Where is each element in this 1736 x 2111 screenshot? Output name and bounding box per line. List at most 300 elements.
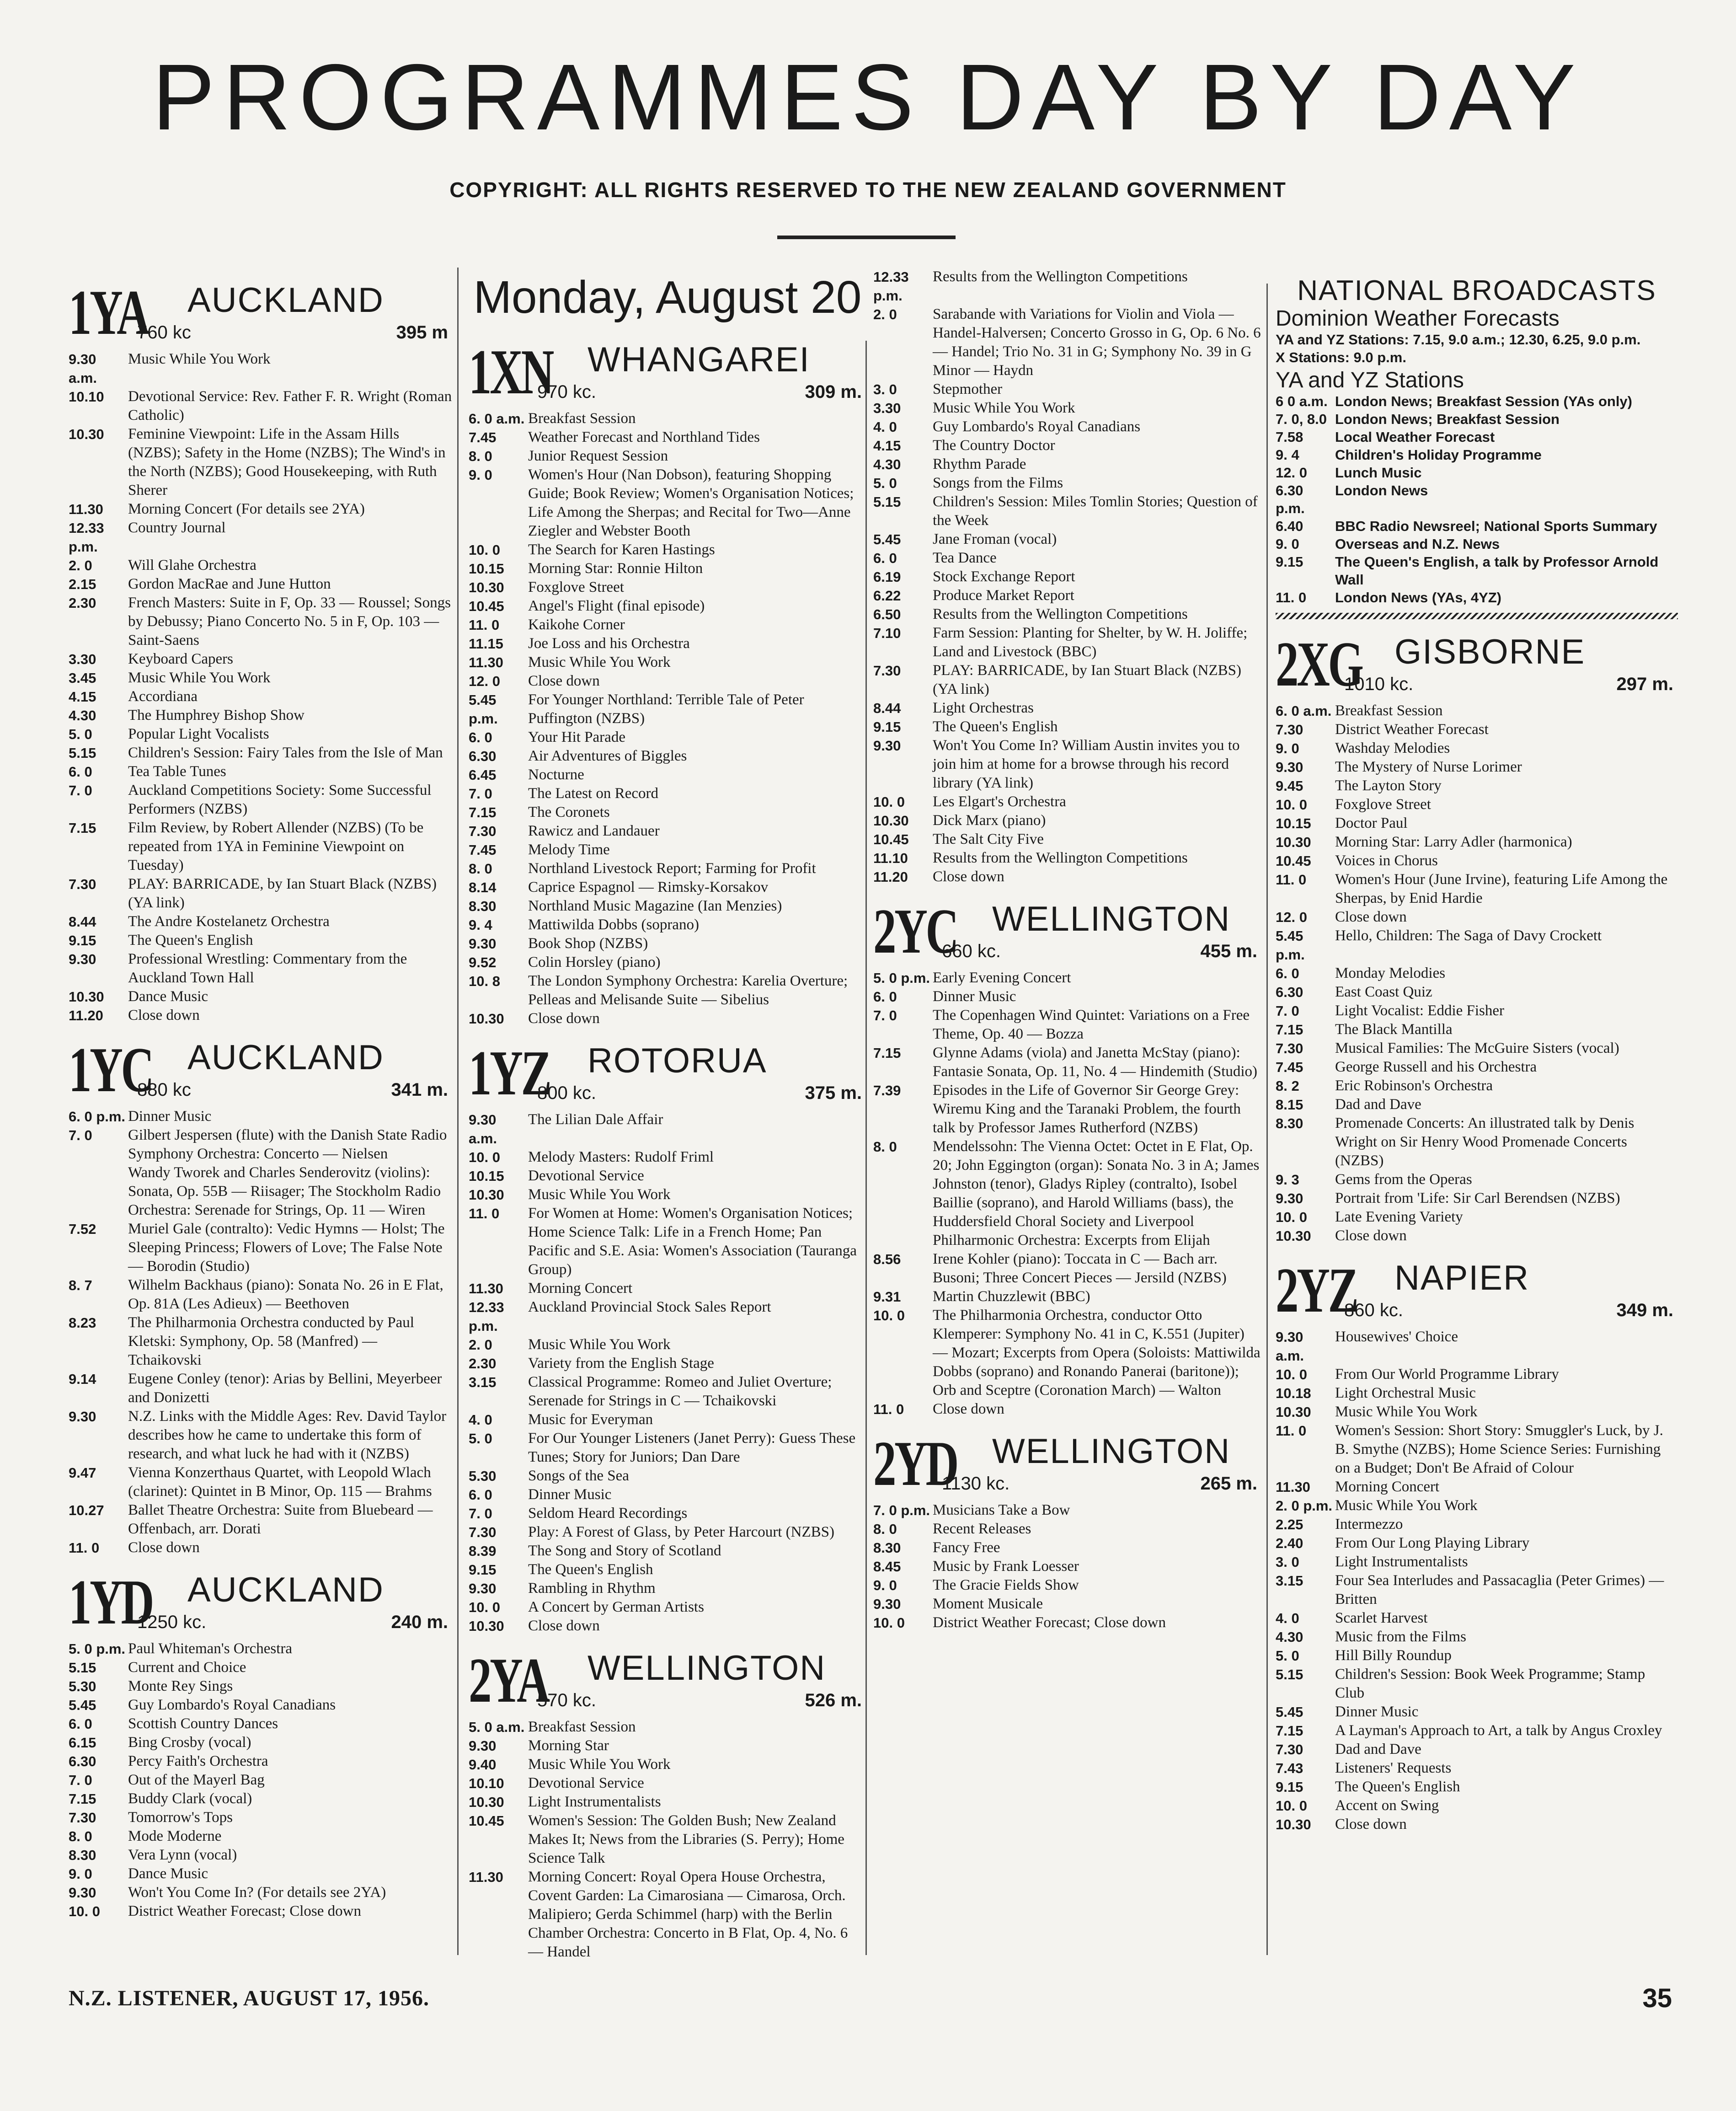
programme-time: 9.30 xyxy=(469,936,497,952)
programme-time: 6.30 p.m. xyxy=(1276,482,1305,516)
programme-row xyxy=(69,1696,453,1715)
programme-title: Morning Concert xyxy=(1335,1479,1440,1495)
programme-title: Tea Dance xyxy=(933,550,997,566)
station-2ya-continued xyxy=(873,268,1262,886)
programme-time: 9. 0 xyxy=(1276,536,1299,552)
programme-title: East Coast Quiz xyxy=(1335,984,1432,1000)
programme-row xyxy=(469,1009,866,1028)
programme-title: Musicians Take a Bow xyxy=(933,1502,1070,1518)
station-frequency: 660 kc. xyxy=(942,941,1001,961)
programme-time: 4.30 xyxy=(69,707,96,723)
programme-time: 9.30 xyxy=(1276,759,1303,775)
programme-time: 9.15 xyxy=(873,719,901,735)
programme-title: Four Sea Interludes and Passacaglia (Peter Grimes) — Britten xyxy=(1335,1572,1664,1607)
programme-row xyxy=(873,1520,1262,1538)
programme-row xyxy=(69,1658,453,1677)
programme-row xyxy=(873,736,1262,793)
programme-title: The Copenhagen Wind Quintet: Variations on a Free Theme, Op. 40 — Bozza xyxy=(933,1007,1250,1042)
station-call-sign: 2YD xyxy=(873,1428,957,1499)
programme-time: 5.15 xyxy=(1276,1666,1303,1682)
programme-title: The Queen's English xyxy=(933,718,1058,735)
station-header xyxy=(69,1036,453,1104)
programme-row xyxy=(1276,1796,1678,1815)
programme-row xyxy=(873,1044,1262,1081)
programme-row xyxy=(873,987,1262,1006)
programme-title: Northland Livestock Report; Farming for Profit xyxy=(528,860,816,877)
programme-title: Play: A Forest of Glass, by Peter Harcourt (NZBS) xyxy=(528,1524,835,1540)
programme-row xyxy=(469,1579,866,1598)
programme-row xyxy=(469,578,866,597)
programme-title: London News (YAs, 4YZ) xyxy=(1335,589,1502,605)
programme-title: Scottish Country Dances xyxy=(128,1715,278,1732)
programme-row xyxy=(1276,1478,1678,1496)
programme-title: Dad and Dave xyxy=(1335,1741,1421,1757)
programme-title: Gems from the Operas xyxy=(1335,1171,1472,1188)
programme-row xyxy=(469,1542,866,1560)
station-2yc xyxy=(873,897,1262,1419)
programme-time: 9.30 xyxy=(469,1738,497,1754)
programme-row xyxy=(873,474,1262,493)
programme-title: Seldom Heard Recordings xyxy=(528,1505,688,1522)
station-call-sign: 2YZ xyxy=(1276,1255,1357,1326)
programme-time: 9.30 xyxy=(469,1581,497,1597)
programme-time: 6. 0 xyxy=(69,764,92,780)
programme-row xyxy=(1276,1496,1678,1515)
station-city: WHANGAREI xyxy=(588,340,810,379)
station-frequency: 800 kc. xyxy=(537,1083,596,1103)
programme-row xyxy=(69,987,453,1006)
programme-row xyxy=(69,387,453,425)
programme-title: The Salt City Five xyxy=(933,831,1044,847)
programme-time: 7. 0 p.m. xyxy=(873,1502,930,1518)
programme-time: 2.30 xyxy=(69,595,96,611)
station-call-sign: 1YZ xyxy=(469,1038,550,1109)
programme-title: The Humphrey Bishop Show xyxy=(128,707,304,723)
programme-time: 9.14 xyxy=(69,1371,96,1387)
programme-time: 8.44 xyxy=(873,700,901,716)
programme-time: 8. 0 xyxy=(469,448,492,464)
programme-time: 11. 0 xyxy=(469,617,500,633)
station-city: ROTORUA xyxy=(588,1041,767,1080)
programme-title: Devotional Service: Rev. Father F. R. Wright (Roman Catholic) xyxy=(128,388,452,423)
station-wavelength: 526 m. xyxy=(805,1690,862,1710)
station-1yc xyxy=(69,1036,453,1557)
programme-title: Won't You Come In? William Austin invites you to join him at home for a browse through his record library (YA link) xyxy=(933,737,1240,791)
programme-title: Music by Frank Loesser xyxy=(933,1558,1079,1575)
programme-row xyxy=(69,1126,453,1163)
programme-time: 11.30 xyxy=(69,501,103,517)
programme-title: The Queen's English xyxy=(1335,1779,1460,1795)
programme-row xyxy=(1276,1058,1678,1077)
programme-time: 5.15 xyxy=(873,494,901,510)
programme-time: 8.30 xyxy=(873,1540,901,1556)
programme-title: Devotional Service xyxy=(528,1775,644,1791)
station-frequency: 570 kc. xyxy=(537,1690,596,1710)
programme-time: 4. 0 xyxy=(1276,1610,1299,1626)
programme-title: Stepmother xyxy=(933,381,1003,397)
programme-row xyxy=(69,575,453,594)
programme-title: The Lilian Dale Affair xyxy=(528,1111,663,1128)
programme-time: 5. 0 xyxy=(1276,1648,1299,1664)
programme-row xyxy=(873,830,1262,849)
page-number: 35 xyxy=(1642,1983,1672,2013)
programme-title: A Layman's Approach to Art, a talk by Angus Croxley xyxy=(1335,1722,1662,1739)
programme-title: Foxglove Street xyxy=(528,579,624,595)
programme-title: Mode Moderne xyxy=(128,1828,222,1844)
programme-time: 11. 0 xyxy=(1276,589,1307,605)
programme-row xyxy=(469,616,866,634)
programme-title: Dance Music xyxy=(128,988,208,1005)
programme-time: 5.45 xyxy=(873,531,901,547)
programme-row xyxy=(69,1865,453,1883)
programme-title: Mendelssohn: The Vienna Octet: Octet in E Flat, Op. 20; John Eggington (organ): Sonata No. 3 in A; James Johnston (tenor), Gladys Ripley (contralto), Isobel Baillie (soprano), and Harold Williams (bass), the Huddersfield Choral Society and Liverpool Philharmonic Orchestra: Excerpts from Elijah xyxy=(933,1138,1260,1248)
programme-row xyxy=(469,1279,866,1298)
programme-title: Northland Music Magazine (Ian Menzies) xyxy=(528,898,782,914)
programme-row xyxy=(1276,1646,1678,1665)
programme-row xyxy=(469,1148,866,1167)
station-city: WELLINGTON xyxy=(588,1649,826,1688)
programme-row xyxy=(1276,1665,1678,1703)
station-header xyxy=(469,1646,866,1715)
programme-title: Children's Holiday Programme xyxy=(1335,447,1542,463)
programme-row xyxy=(1276,777,1678,795)
programme-row xyxy=(69,1501,453,1538)
programme-row xyxy=(873,793,1262,811)
programme-row xyxy=(69,1006,453,1025)
programme-row xyxy=(69,1883,453,1902)
programme-title: Morning Star xyxy=(528,1737,609,1754)
programme-title: George Russell and his Orchestra xyxy=(1335,1059,1537,1075)
programme-row xyxy=(69,725,453,744)
programme-row xyxy=(1276,1421,1678,1478)
programme-time: 8.56 xyxy=(873,1251,901,1267)
programme-time: 7.45 xyxy=(469,842,497,858)
programme-row xyxy=(873,568,1262,586)
programme-time: 11.30 xyxy=(469,1869,503,1885)
programme-time: 3.45 xyxy=(69,670,96,686)
programme-title: The Search for Karen Hastings xyxy=(528,541,715,558)
station-city: AUCKLAND xyxy=(187,1570,384,1609)
station-city: AUCKLAND xyxy=(187,1038,384,1077)
programme-row xyxy=(469,1793,866,1811)
programme-title: Children's Session: Fairy Tales from the Isle of Man xyxy=(128,745,443,761)
programme-row xyxy=(469,934,866,953)
programme-row xyxy=(69,762,453,781)
programme-title: Music for Everyman xyxy=(528,1411,653,1428)
programme-time: 7.58 xyxy=(1276,429,1303,445)
programme-title: Dad and Dave xyxy=(1335,1096,1421,1113)
national-row xyxy=(1276,553,1678,589)
programme-title: The Coronets xyxy=(528,804,610,820)
programme-row xyxy=(69,594,453,650)
programme-title: Women's Hour (Nan Dobson), featuring Shopping Guide; Book Review; Women's Organisation Notices; Life Among the Sherpas; and Recital for Two—Anne Ziegler and Webster Booth xyxy=(528,466,854,539)
programme-row xyxy=(873,455,1262,474)
programme-time: 7. 0 xyxy=(1276,1003,1299,1019)
programme-title: Les Elgart's Orchestra xyxy=(933,793,1066,810)
programme-row xyxy=(69,1538,453,1557)
programme-title: Jane Froman (vocal) xyxy=(933,531,1057,547)
station-call-sign: 1YD xyxy=(69,1567,153,1638)
programme-title: Dinner Music xyxy=(1335,1704,1419,1720)
programme-title: Rawicz and Landauer xyxy=(528,823,660,839)
zigzag-divider xyxy=(1276,613,1678,619)
programme-time: 9. 0 xyxy=(69,1866,92,1882)
programme-time: 8.14 xyxy=(469,879,497,895)
programme-time: 12.33 p.m. xyxy=(873,269,909,304)
station-1yd xyxy=(69,1568,453,1921)
programme-title: Morning Star: Ronnie Hilton xyxy=(528,560,703,577)
programme-row xyxy=(69,1163,453,1220)
day-heading: Monday, August 20 xyxy=(473,272,862,323)
programme-title: District Weather Forecast xyxy=(1335,721,1489,738)
programme-row xyxy=(69,875,453,912)
programme-row xyxy=(469,1354,866,1373)
programme-row xyxy=(469,1523,866,1542)
programme-title: Washday Melodies xyxy=(1335,740,1450,756)
programme-title: The London Symphony Orchestra: Karelia Overture; Pelleas and Melisande Suite — Sibelius xyxy=(528,973,848,1008)
programme-title: Morning Concert (For details see 2YA) xyxy=(128,501,365,517)
programme-title: For Women at Home: Women's Organisation Notices; Home Science Talk: Life in a French Home; Pan Pacific and S.E. Asia: Women's Association (Tauranga Group) xyxy=(528,1205,857,1278)
station-wavelength: 265 m. xyxy=(1200,1473,1257,1494)
programme-title: Dinner Music xyxy=(528,1486,612,1503)
programme-row xyxy=(69,1752,453,1771)
programme-time: 4.15 xyxy=(873,438,901,454)
programme-title: Tea Table Tunes xyxy=(128,763,226,780)
programme-time: 9.40 xyxy=(469,1757,497,1773)
programme-time: 5.30 xyxy=(469,1468,497,1484)
station-wavelength: 297 m. xyxy=(1616,674,1673,694)
programme-title: Joe Loss and his Orchestra xyxy=(528,635,690,652)
programme-row xyxy=(873,493,1262,530)
programme-title: Songs from the Films xyxy=(933,475,1063,491)
programme-time: 8. 0 xyxy=(873,1139,897,1155)
programme-time: 8.15 xyxy=(1276,1097,1303,1113)
programme-row xyxy=(1276,1384,1678,1403)
programme-time: 10.30 xyxy=(1276,1404,1311,1420)
programme-title: Listeners' Requests xyxy=(1335,1760,1452,1776)
programme-row xyxy=(69,519,453,556)
programme-time: 6. 0 xyxy=(69,1716,92,1732)
programme-time: 9. 0 xyxy=(1276,740,1299,756)
column-2 xyxy=(469,268,866,1961)
programme-title: London News xyxy=(1335,482,1428,498)
programme-title: London News; Breakfast Session xyxy=(1335,411,1560,427)
programme-time: 6 0 a.m. xyxy=(1276,393,1328,409)
programme-time: 10.30 xyxy=(469,1187,504,1203)
programme-title: N.Z. Links with the Middle Ages: Rev. David Taylor describes how he came to undertake this form of research, and what luck he had with it (NZBS) xyxy=(128,1408,447,1462)
programme-row xyxy=(1276,1721,1678,1740)
programme-time: 4.30 xyxy=(873,456,901,472)
programme-title: Accordiana xyxy=(128,688,198,705)
programme-title: A Concert by German Artists xyxy=(528,1599,704,1615)
programme-title: Music While You Work xyxy=(128,351,271,367)
programme-row xyxy=(873,969,1262,987)
programme-row xyxy=(873,624,1262,661)
station-call-sign: 1YA xyxy=(69,277,148,348)
programme-title: Close down xyxy=(128,1539,200,1556)
station-header xyxy=(69,279,453,347)
weather-forecasts-title: Dominion Weather Forecasts xyxy=(1276,306,1560,331)
programme-time: 10. 0 xyxy=(1276,797,1307,813)
programme-row xyxy=(873,418,1262,436)
programme-row xyxy=(469,1335,866,1354)
programme-title: Morning Concert: Royal Opera House Orchestra, Covent Garden: La Cimarosiana — Cimarosa, Orch. Malipiero; Gerda Schimmel (harp) with the Berlin Chamber Orchestra: Concerto in B Flat, Op. 4, No. 6 — Handel xyxy=(528,1869,848,1960)
programme-row xyxy=(873,399,1262,418)
programme-title: Variety from the English Stage xyxy=(528,1355,714,1372)
programme-time: 7.15 xyxy=(469,804,497,820)
programme-title: Farm Session: Planting for Shelter, by W. H. Joliffe; Land and Livestock (BBC) xyxy=(933,625,1248,660)
programme-row xyxy=(69,687,453,706)
programme-title: Light Orchestral Music xyxy=(1335,1385,1476,1401)
station-header xyxy=(69,1568,453,1637)
programme-row xyxy=(873,811,1262,830)
programme-row xyxy=(69,1463,453,1501)
programme-title: Results from the Wellington Competitions xyxy=(933,850,1188,866)
programme-time: 6. 0 a.m. xyxy=(469,411,525,427)
programme-time: 10. 0 xyxy=(873,794,905,810)
programme-title: Children's Session: Book Week Programme; Stamp Club xyxy=(1335,1666,1645,1701)
programme-title: PLAY: BARRICADE, by Ian Stuart Black (NZBS) (YA link) xyxy=(933,662,1241,697)
programme-time: 7.15 xyxy=(1276,1723,1303,1739)
station-1xn xyxy=(469,338,866,1028)
programme-row xyxy=(469,859,866,878)
station-header xyxy=(1276,630,1678,699)
programme-time: 7. 0 xyxy=(69,782,92,798)
programme-row xyxy=(69,1771,453,1790)
programme-time: 7.15 xyxy=(873,1045,901,1061)
programme-title: Won't You Come In? (For details see 2YA) xyxy=(128,1884,386,1901)
programme-title: Portrait from 'Life: Sir Carl Berendsen (NZBS) xyxy=(1335,1190,1620,1206)
programme-time: 5. 0 p.m. xyxy=(69,1641,126,1657)
programme-time: 10.30 xyxy=(469,579,504,595)
programme-row xyxy=(873,436,1262,455)
programme-title: Junior Request Session xyxy=(528,448,668,464)
programme-row xyxy=(1276,1553,1678,1571)
programme-time: 11.30 xyxy=(469,654,503,670)
programme-time: 9.30 xyxy=(1276,1190,1303,1206)
programme-time: 8.45 xyxy=(873,1559,901,1575)
programme-title: The Song and Story of Scotland xyxy=(528,1543,721,1559)
programme-time: 6. 0 xyxy=(873,550,897,566)
programme-time: 11.20 xyxy=(69,1007,103,1023)
programme-row xyxy=(1276,720,1678,739)
programme-time: 10.30 xyxy=(1276,1816,1311,1832)
programme-time: 8.39 xyxy=(469,1543,497,1559)
station-wavelength: 375 m. xyxy=(805,1083,862,1103)
programme-title: Recent Releases xyxy=(933,1521,1031,1537)
programme-time: 7.15 xyxy=(69,820,96,836)
programme-row xyxy=(1276,908,1678,927)
station-city: WELLINGTON xyxy=(992,900,1231,938)
programme-row xyxy=(469,1298,866,1335)
programme-row xyxy=(873,268,1262,305)
programme-row xyxy=(1276,1002,1678,1020)
programme-time: 7.15 xyxy=(1276,1022,1303,1038)
programme-title: Rambling in Rhythm xyxy=(528,1580,656,1597)
programme-title: Gordon MacRae and June Hutton xyxy=(128,576,331,592)
programme-time: 10.30 xyxy=(469,1618,504,1634)
programme-row xyxy=(1276,1759,1678,1778)
programme-row xyxy=(69,1827,453,1846)
programme-title: Intermezzo xyxy=(1335,1516,1403,1532)
programme-row xyxy=(469,803,866,822)
programme-row xyxy=(469,841,866,859)
programme-title: Close down xyxy=(128,1007,200,1023)
programme-time: 10.45 xyxy=(1276,853,1311,869)
programme-title: Close down xyxy=(1335,1227,1407,1244)
programme-row xyxy=(69,1276,453,1313)
national-row xyxy=(1276,535,1678,553)
programme-row xyxy=(1276,1170,1678,1189)
programme-title: Foxglove Street xyxy=(1335,796,1431,813)
national-row xyxy=(1276,482,1678,517)
programme-time: 7.30 xyxy=(469,1524,497,1540)
programme-row xyxy=(1276,739,1678,758)
station-2yz xyxy=(1276,1256,1678,1834)
programme-title: Air Adventures of Biggles xyxy=(528,748,687,764)
programme-row xyxy=(873,1306,1262,1400)
programme-title: Overseas and N.Z. News xyxy=(1335,536,1500,552)
programme-row xyxy=(469,1373,866,1410)
programme-time: 5. 0 xyxy=(873,475,897,491)
programme-title: The Layton Story xyxy=(1335,777,1442,794)
programme-title: Light Vocalist: Eddie Fisher xyxy=(1335,1002,1505,1019)
programme-row xyxy=(873,305,1262,380)
programme-row xyxy=(69,1107,453,1126)
programme-title: PLAY: BARRICADE, by Ian Stuart Black (NZBS) (YA link) xyxy=(128,876,437,911)
programme-title: Musical Families: The McGuire Sisters (vocal) xyxy=(1335,1040,1619,1056)
programme-title: The Latest on Record xyxy=(528,785,658,802)
station-header xyxy=(873,897,1262,966)
programme-title: Angel's Flight (final episode) xyxy=(528,598,705,614)
programme-title: The Country Doctor xyxy=(933,437,1055,454)
programme-time: 10.15 xyxy=(1276,815,1311,831)
programme-time: 6.40 xyxy=(1276,518,1303,534)
programme-title: Melody Time xyxy=(528,841,610,858)
programme-time: 11. 0 xyxy=(1276,872,1307,888)
programme-time: 10.30 xyxy=(69,989,104,1005)
programme-time: 3.30 xyxy=(873,400,901,416)
programme-title: Close down xyxy=(933,868,1004,885)
programme-time: 8.30 xyxy=(469,898,497,914)
programme-time: 3.15 xyxy=(469,1374,497,1390)
programme-row xyxy=(469,1736,866,1755)
programme-time: 5.45 xyxy=(69,1697,96,1713)
programme-title: Dinner Music xyxy=(933,988,1016,1005)
programme-row xyxy=(69,1846,453,1865)
programme-title: Wandy Tworek and Charles Senderovitz (violins): Sonata, Op. 55B — Riisager; The Stockholm Radio Orchestra: Serenade for Strings, Op. 11 — Wiren xyxy=(128,1164,441,1218)
station-call-sign: 1YC xyxy=(69,1034,153,1105)
programme-title: Hello, Children: The Saga of Davy Crockett xyxy=(1335,927,1602,944)
programme-row xyxy=(1276,1815,1678,1834)
programme-row xyxy=(469,747,866,766)
programme-row xyxy=(1276,1703,1678,1721)
programme-time: 10.27 xyxy=(69,1502,104,1518)
programme-time: 9. 0 xyxy=(873,1577,897,1593)
programme-time: 6. 0 p.m. xyxy=(69,1109,126,1125)
programme-time: 9.30 xyxy=(69,1885,96,1901)
programme-row xyxy=(469,597,866,616)
programme-time: 7.52 xyxy=(69,1221,96,1237)
programme-time: 6. 0 a.m. xyxy=(1276,703,1332,719)
programme-row xyxy=(69,1370,453,1407)
programme-title: Current and Choice xyxy=(128,1659,246,1676)
programme-row xyxy=(873,699,1262,718)
programme-time: 2. 0 xyxy=(469,1337,492,1353)
programme-row xyxy=(69,1790,453,1808)
programme-row xyxy=(469,1755,866,1774)
programme-row xyxy=(69,1640,453,1658)
